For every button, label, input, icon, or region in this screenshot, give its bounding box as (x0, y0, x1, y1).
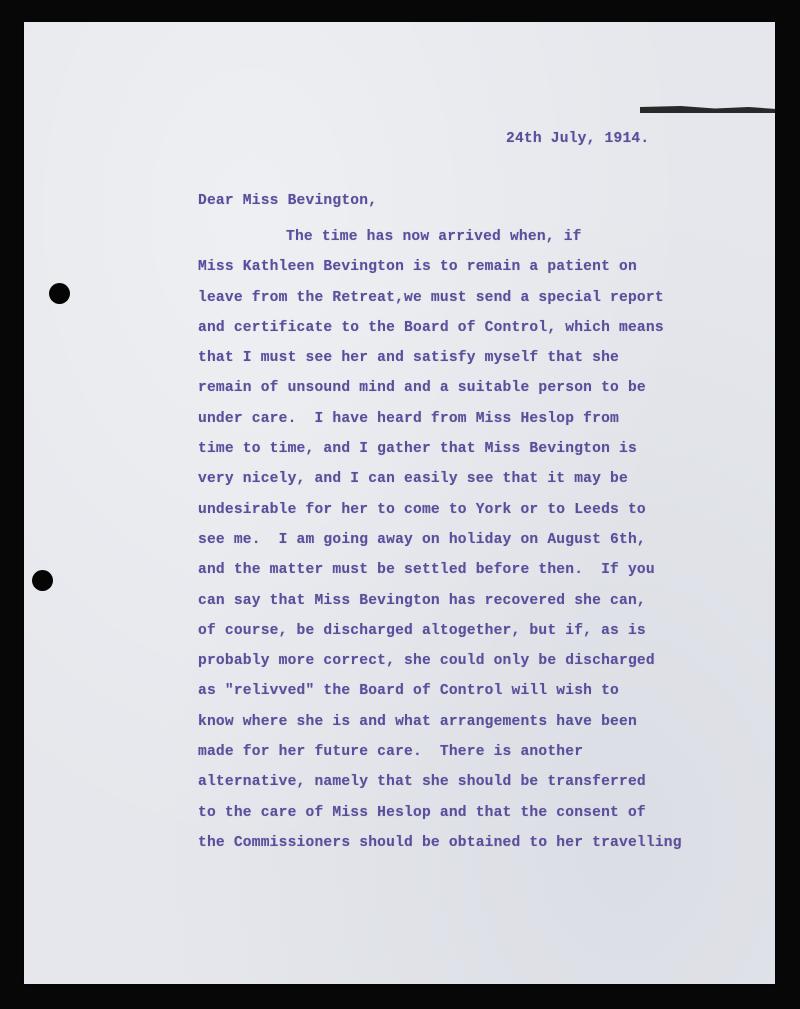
body-line: see me. I am going away on holiday on August 6th, (198, 531, 646, 548)
letter-date: 24th July, 1914. (506, 131, 650, 147)
body-line: remain of unsound mind and a suitable person to be (198, 380, 646, 397)
body-line: to the care of Miss Heslop and that the consent of (198, 804, 646, 821)
body-line: alternative, namely that she should be transferred (198, 774, 646, 791)
body-line: of course, be discharged altogether, but if, as is (198, 622, 646, 639)
body-line: the Commissioners should be obtained to her travelling (198, 834, 682, 851)
body-line: made for her future care. There is another (198, 744, 584, 761)
body-line: time to time, and I gather that Miss Bevington is (198, 441, 637, 458)
body-line: and certificate to the Board of Control, which means (198, 319, 664, 336)
body-line: probably more correct, she could only be discharged (198, 653, 655, 670)
letter-salutation: Dear Miss Bevington, (198, 193, 378, 209)
body-line: can say that Miss Bevington has recovered she can, (198, 592, 646, 609)
body-line: know where she is and what arrangements have been (198, 713, 637, 730)
punch-hole-top (49, 283, 70, 304)
body-line: undesirable for her to come to York or to Leeds to (198, 501, 646, 518)
body-line: that I must see her and satisfy myself that she (198, 350, 620, 367)
punch-hole-bottom (32, 570, 53, 591)
body-line: under care. I have heard from Miss Heslop from (198, 410, 620, 427)
body-line: leave from the Retreat,we must send a special report (198, 289, 664, 306)
letter-body (198, 222, 682, 858)
body-line: The time has now arrived when, if (286, 229, 582, 245)
body-line: Miss Kathleen Bevington is to remain a patient on (198, 259, 637, 276)
body-line: as "relivved" the Board of Control will wish to (198, 683, 620, 700)
body-line: very nicely, and I can easily see that it may be (198, 471, 628, 488)
body-line: and the matter must be settled before then. If you (198, 562, 655, 579)
